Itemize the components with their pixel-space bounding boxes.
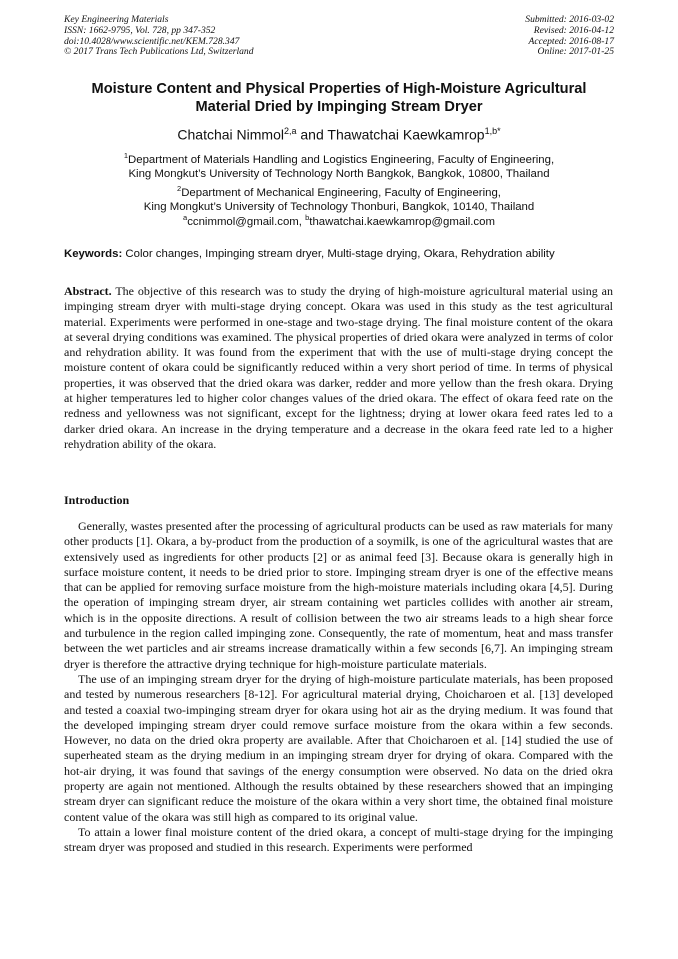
email-a-marker: a	[183, 213, 188, 222]
affiliation-1-line-2: King Mongkut’s University of Technology North Bangkok, Bangkok, 10800, Thailand	[128, 168, 550, 181]
email-a[interactable]: ccnimmol@gmail.com,	[187, 215, 306, 228]
abstract-text: The objective of this research was to study the drying of high-moisture agricultural material using an impinging stream dryer with multi-stage drying concept. Okara was used in this study as the test agricultural material. Experiments were performed in one-stage and two-stage drying. The final moisture content of the okara at several drying conditions was examined. The physical properties of dried okara were analyzed in terms of color and rehydration ability. It was found from the experiment that with the use of multi-stage drying concept the moisture content of okara could be significantly reduced within a very short period of time. In terms of physical properties, it was observed that the dried okara was darker, redder and more yellow than the fresh okara. Drying at higher temperatures led to higher color changes values of the dried okara. The effect of okara feed rate on the redness and yellowness was not significant, except for the lightness; drying at lower okara feed rates led to a darker dried okara. An increase in the drying temperature and a decrease in the okara feed rate led to a higher rehydration ability of the okara.	[64, 284, 613, 451]
affiliation-2-marker: 2	[177, 183, 182, 193]
keywords-label: Keywords:	[64, 248, 123, 260]
intro-paragraph-3: To attain a lower final moisture content of the dried okara, a concept of multi-stage drying for the impinging stream dryer was proposed and studied in this research. Experiments were performed	[64, 824, 613, 855]
intro-paragraph-1: Generally, wastes presented after the processing of agricultural products can be used as raw materials for many other products [1]. Okara, a by-product from the production of a soymilk, is one of the agricultural wastes that are extensively used as ingredients for other products [2] or as animal feed [3]. Because okara is generally high in surface moisture content, it needs to be dried prior to store. Impinging stream dryer is one of the effective means that can be applied for removing surface moisture from the high-moisture materials including okara [4,5]. During the operation of impinging stream dryer, air stream containing wet particles collides with another air stream, which is in the opposite directions. A result of collision between the two air streams leads to a high shear force and turbulence in the region called impinging zone. Consequently, the rate of momentum, heat and mass transfer between the wet particles and air streams increase dramatically within a few seconds [6,7]. An impinging stream dryer is therefore the attractive drying technique for high-moisture particulate materials.	[64, 519, 613, 671]
keywords	[64, 248, 624, 260]
affiliation-1-line-1: Department of Materials Handling and Logistics Engineering, Faculty of Engineering,	[128, 153, 555, 166]
accepted-date: Accepted: 2016-08-17	[528, 35, 614, 47]
author-2: Thawatchai Kaewkamrop	[327, 126, 485, 143]
intro-paragraph-2: The use of an impinging stream dryer for the drying of high-moisture particulate materials, has been proposed and tested by numerous researchers [8-12]. For agricultural material drying, Choicharoen et al. [13] developed and tested a coaxial two-impinging stream dryer for okara using hot air as the drying medium. It was found that the developed impinging stream dryer could remove surface moisture from the okara within a few seconds. However, no data on the dried okra property are available. After that Choicharoen et al. [14] studied the use of superheated steam as the drying medium in an impinging stream dryer for drying of okara. Compared with the hot-air drying, it was found that savings of the energy consumption were observed. No data on the dried okra property are again not mentioned. Although the results obtained by these researchers showed that an impinging stream dryer can significant reduce the moisture of the okara within a very short time, the obtained final moisture content value of the okara was still high as compared to its original value.	[64, 671, 613, 824]
submitted-date: Submitted: 2016-03-02	[525, 14, 614, 25]
affiliation-1-marker: 1	[123, 151, 129, 160]
journal-name: Key Engineering Materials	[64, 14, 169, 25]
author-2-affiliation: 1,b*	[484, 126, 501, 136]
abstract-label: Abstract.	[64, 284, 112, 298]
author-separator: and	[296, 126, 328, 143]
affiliations	[40, 149, 638, 214]
email-b-marker: b	[305, 213, 310, 222]
authors	[40, 122, 638, 144]
paper-title	[40, 80, 638, 116]
author-1: Chatchai Nimmol	[177, 126, 284, 143]
title-line-2: Material Dried by Impinging Stream Dryer	[195, 99, 483, 115]
affiliation-2-line-2: King Mongkut’s University of Technology Thonburi, Bangkok, 10140, Thailand	[143, 200, 535, 213]
revised-date: Revised: 2016-04-12	[533, 24, 614, 36]
copyright-line: © 2017 Trans Tech Publications Ltd, Switzerland	[64, 46, 254, 58]
introduction-heading: Introduction	[64, 493, 130, 507]
abstract	[64, 284, 613, 452]
author-emails	[40, 213, 638, 228]
doi-line: doi:10.4028/www.scientific.net/KEM.728.347	[64, 35, 240, 47]
journal-info	[64, 15, 254, 58]
author-1-affiliation: 2,a	[283, 126, 297, 136]
email-b[interactable]: thawatchai.kaewkamrop@gmail.com	[309, 215, 495, 228]
introduction-body	[64, 519, 613, 856]
affiliation-2-line-1: Department of Mechanical Engineering, Faculty of Engineering,	[181, 186, 501, 199]
keywords-text: Color changes, Impinging stream dryer, Multi-stage drying, Okara, Rehydration ability	[122, 248, 555, 260]
submission-dates	[525, 15, 614, 58]
issn-line: ISSN: 1662-9795, Vol. 728, pp 347-352	[64, 24, 216, 36]
online-date: Online: 2017-01-25	[537, 46, 614, 58]
title-line-1: Moisture Content and Physical Properties of High-Moisture Agricultural	[91, 81, 587, 97]
